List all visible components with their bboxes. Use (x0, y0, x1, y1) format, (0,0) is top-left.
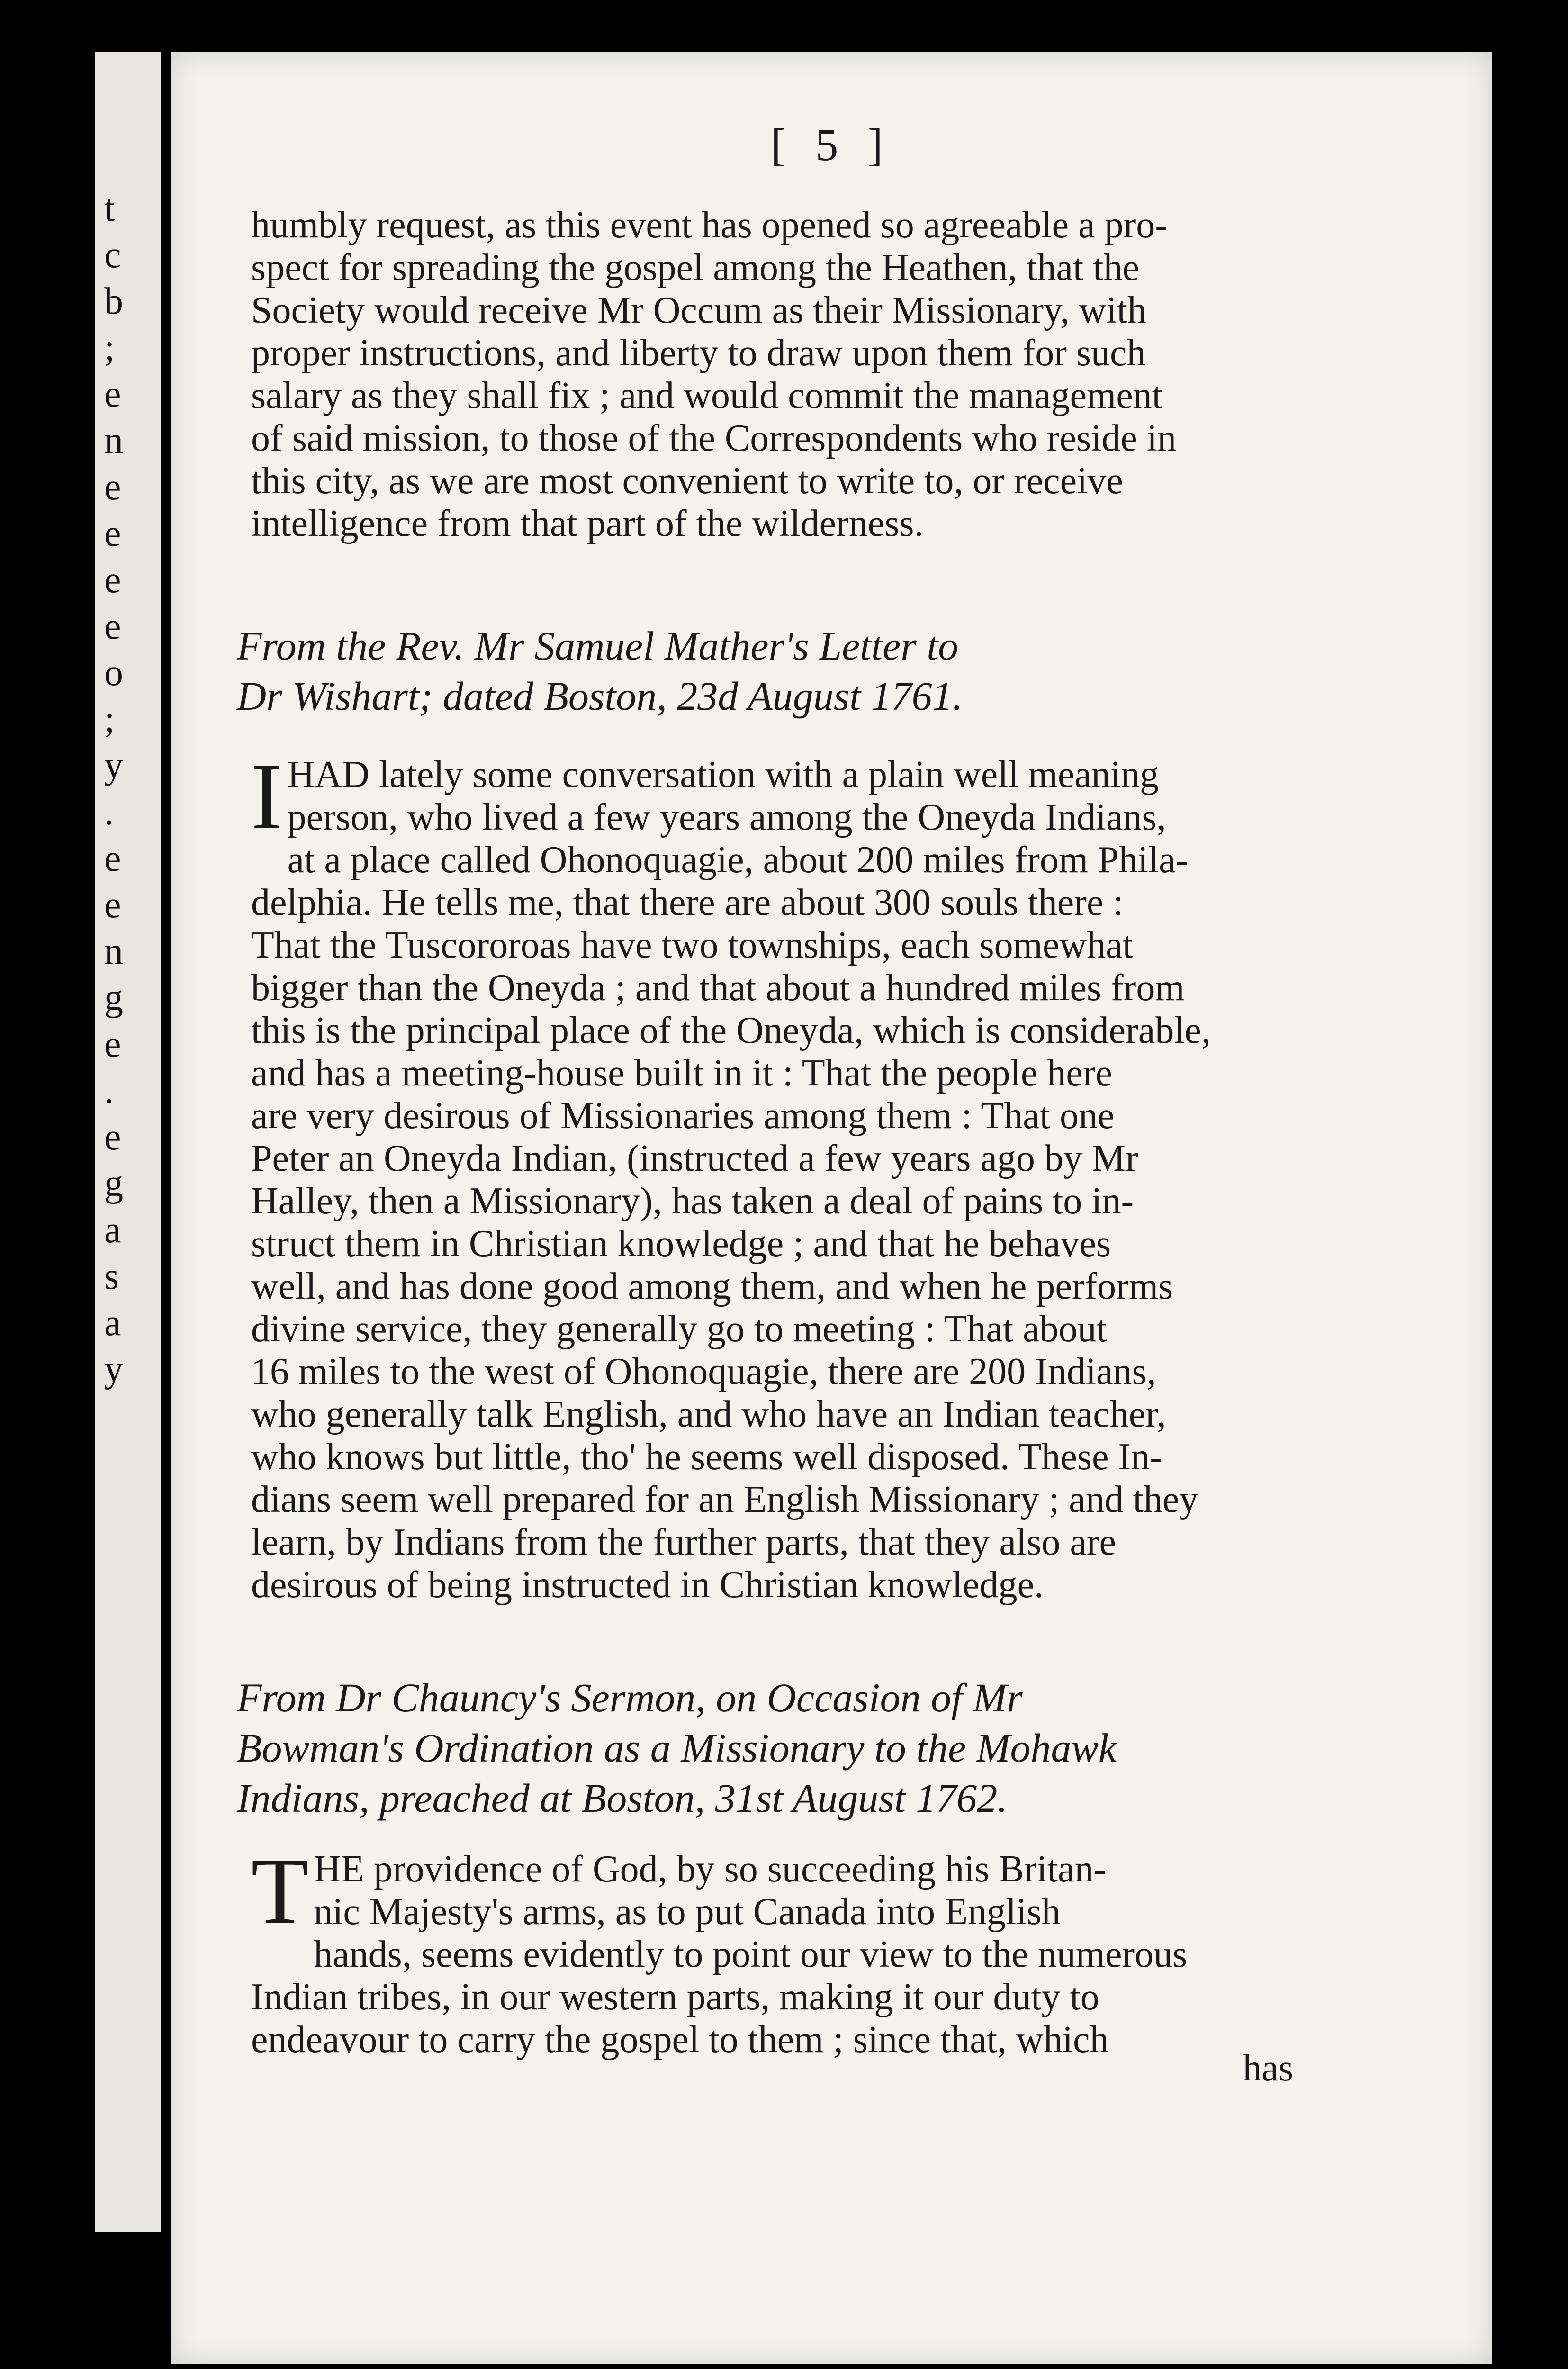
section-heading-mather (237, 621, 1307, 721)
text-line: intelligence from that part of the wilderness. (251, 503, 924, 544)
text-line (251, 753, 1293, 796)
text-line: desirous of being instructed in Christian knowledge. (251, 1564, 1044, 1606)
bleed-letter: a (104, 1302, 121, 1344)
text-line: From the Rev. Mr Samuel Mather's Letter to (237, 623, 959, 669)
mather-letter-paragraph (251, 744, 1293, 1606)
text-line: of said mission, to those of the Correspondents who reside in (251, 417, 1177, 459)
bleed-letter: g (104, 1163, 123, 1204)
bleed-letter: y (104, 745, 123, 787)
bleed-letter: o (104, 652, 123, 694)
text-line: hands, seems evidently to point our view to the numerous (314, 1934, 1188, 1975)
text-line: Halley, then a Missionary), has taken a deal of pains to in- (251, 1180, 1134, 1222)
bleed-letter: e (104, 513, 121, 554)
catchword: has (1243, 2047, 1293, 2089)
text-line: proper instructions, and liberty to draw upon them for such (251, 332, 1146, 374)
bleed-letter: c (104, 234, 121, 276)
drop-cap: I (251, 744, 283, 849)
text-line: and has a meeting-house built in it : That the people here (251, 1052, 1113, 1094)
bleed-letter: ; (104, 327, 115, 369)
previous-page-strip (95, 52, 161, 2232)
text-line: this is the principal place of the Oneyda, which is considerable, (251, 1010, 1211, 1051)
text-line: From Dr Chauncy's Sermon, on Occasion of Mr (237, 1675, 1023, 1720)
margin-bleed-letters (104, 190, 133, 1397)
text-line: Society would receive Mr Occum as their Missionary, with (251, 289, 1146, 331)
bleed-letter: e (104, 373, 121, 415)
section-heading-chauncy (237, 1673, 1307, 1823)
bleed-letter: e (104, 466, 121, 508)
text-line: endeavour to carry the gospel to them ; since that, which (251, 2019, 1109, 2061)
drop-cap: T (251, 1839, 309, 1944)
text-line: divine service, they generally go to meeting : That about (251, 1308, 1107, 1350)
bleed-letter: t (104, 188, 115, 229)
bleed-letter: e (104, 884, 121, 926)
bleed-letter: . (104, 791, 114, 833)
bleed-letter: e (104, 1116, 121, 1158)
text-line: learn, by Indians from the further parts, that they also are (251, 1521, 1117, 1563)
text-line: spect for spreading the gospel among the Heathen, that the (251, 247, 1139, 289)
text-line: Bowman's Ordination as a Missionary to the Mohawk (237, 1725, 1117, 1771)
text-line: who knows but little, tho' he seems well disposed. These In- (251, 1436, 1162, 1478)
bleed-letter: e (104, 1023, 121, 1065)
text-line: 16 miles to the west of Ohonoquagie, there are 200 Indians, (251, 1351, 1156, 1392)
lead-word: HAD (287, 754, 369, 796)
text-line: Indian tribes, in our western parts, making it our duty to (251, 1976, 1099, 2018)
text-line: well, and has done good among them, and when he performs (251, 1266, 1173, 1307)
text-line: Dr Wishart; dated Boston, 23d August 1761. (237, 673, 963, 719)
text-line: Indians, preached at Boston, 31st August 1762. (237, 1775, 1008, 1821)
bleed-letter: e (104, 606, 121, 647)
bleed-letter: a (104, 1209, 121, 1251)
intro-paragraph (251, 204, 1293, 545)
bleed-letter: n (104, 420, 123, 461)
text-line: delphia. He tells me, that there are about 300 souls there : (251, 882, 1124, 923)
text-line: humbly request, as this event has opened so agreeable a pro- (251, 204, 1168, 246)
bleed-letter: n (104, 931, 123, 972)
bleed-letter: g (104, 977, 123, 1019)
bleed-letter: . (104, 1070, 114, 1112)
text-line: bigger than the Oneyda ; and that about a hundred miles from (251, 967, 1185, 1009)
book-page (171, 52, 1492, 2364)
bleed-letter: y (104, 1348, 123, 1390)
text-line: person, who lived a few years among the Oneyda Indians, (287, 796, 1166, 838)
text-line: dians seem well prepared for an English Missionary ; and they (251, 1479, 1199, 1520)
text-line: at a place called Ohonoquagie, about 200 miles from Phila- (287, 839, 1189, 881)
text-line (251, 1848, 1293, 1890)
bleed-letter: s (104, 1256, 119, 1297)
text-line: struct them in Christian knowledge ; and that he behaves (251, 1223, 1111, 1265)
text-line: salary as they shall fix ; and would commit the management (251, 375, 1162, 416)
text-line: who generally talk English, and who have an Indian teacher, (251, 1393, 1166, 1435)
chauncy-sermon-paragraph (251, 1839, 1293, 2061)
page-number: [ 5 ] (771, 119, 892, 170)
bleed-letter: e (104, 559, 121, 601)
text-line: are very desirous of Missionaries among them : That one (251, 1095, 1115, 1137)
text-line: nic Majesty's arms, as to put Canada into English (314, 1891, 1061, 1933)
text-line: Peter an Oneyda Indian, (instructed a few years ago by Mr (251, 1138, 1138, 1179)
text-line-rest: providence of God, by so succeeding his Britan- (364, 1848, 1107, 1890)
text-line: this city, as we are most convenient to write to, or receive (251, 460, 1123, 502)
bleed-letter: ; (104, 698, 115, 740)
bleed-letter: b (104, 280, 123, 322)
text-line: That the Tuscororoas have two townships, each somewhat (251, 924, 1133, 966)
lead-word: HE (314, 1848, 364, 1890)
bleed-letter: e (104, 838, 121, 879)
text-line-rest: lately some conversation with a plain well meaning (369, 754, 1159, 796)
